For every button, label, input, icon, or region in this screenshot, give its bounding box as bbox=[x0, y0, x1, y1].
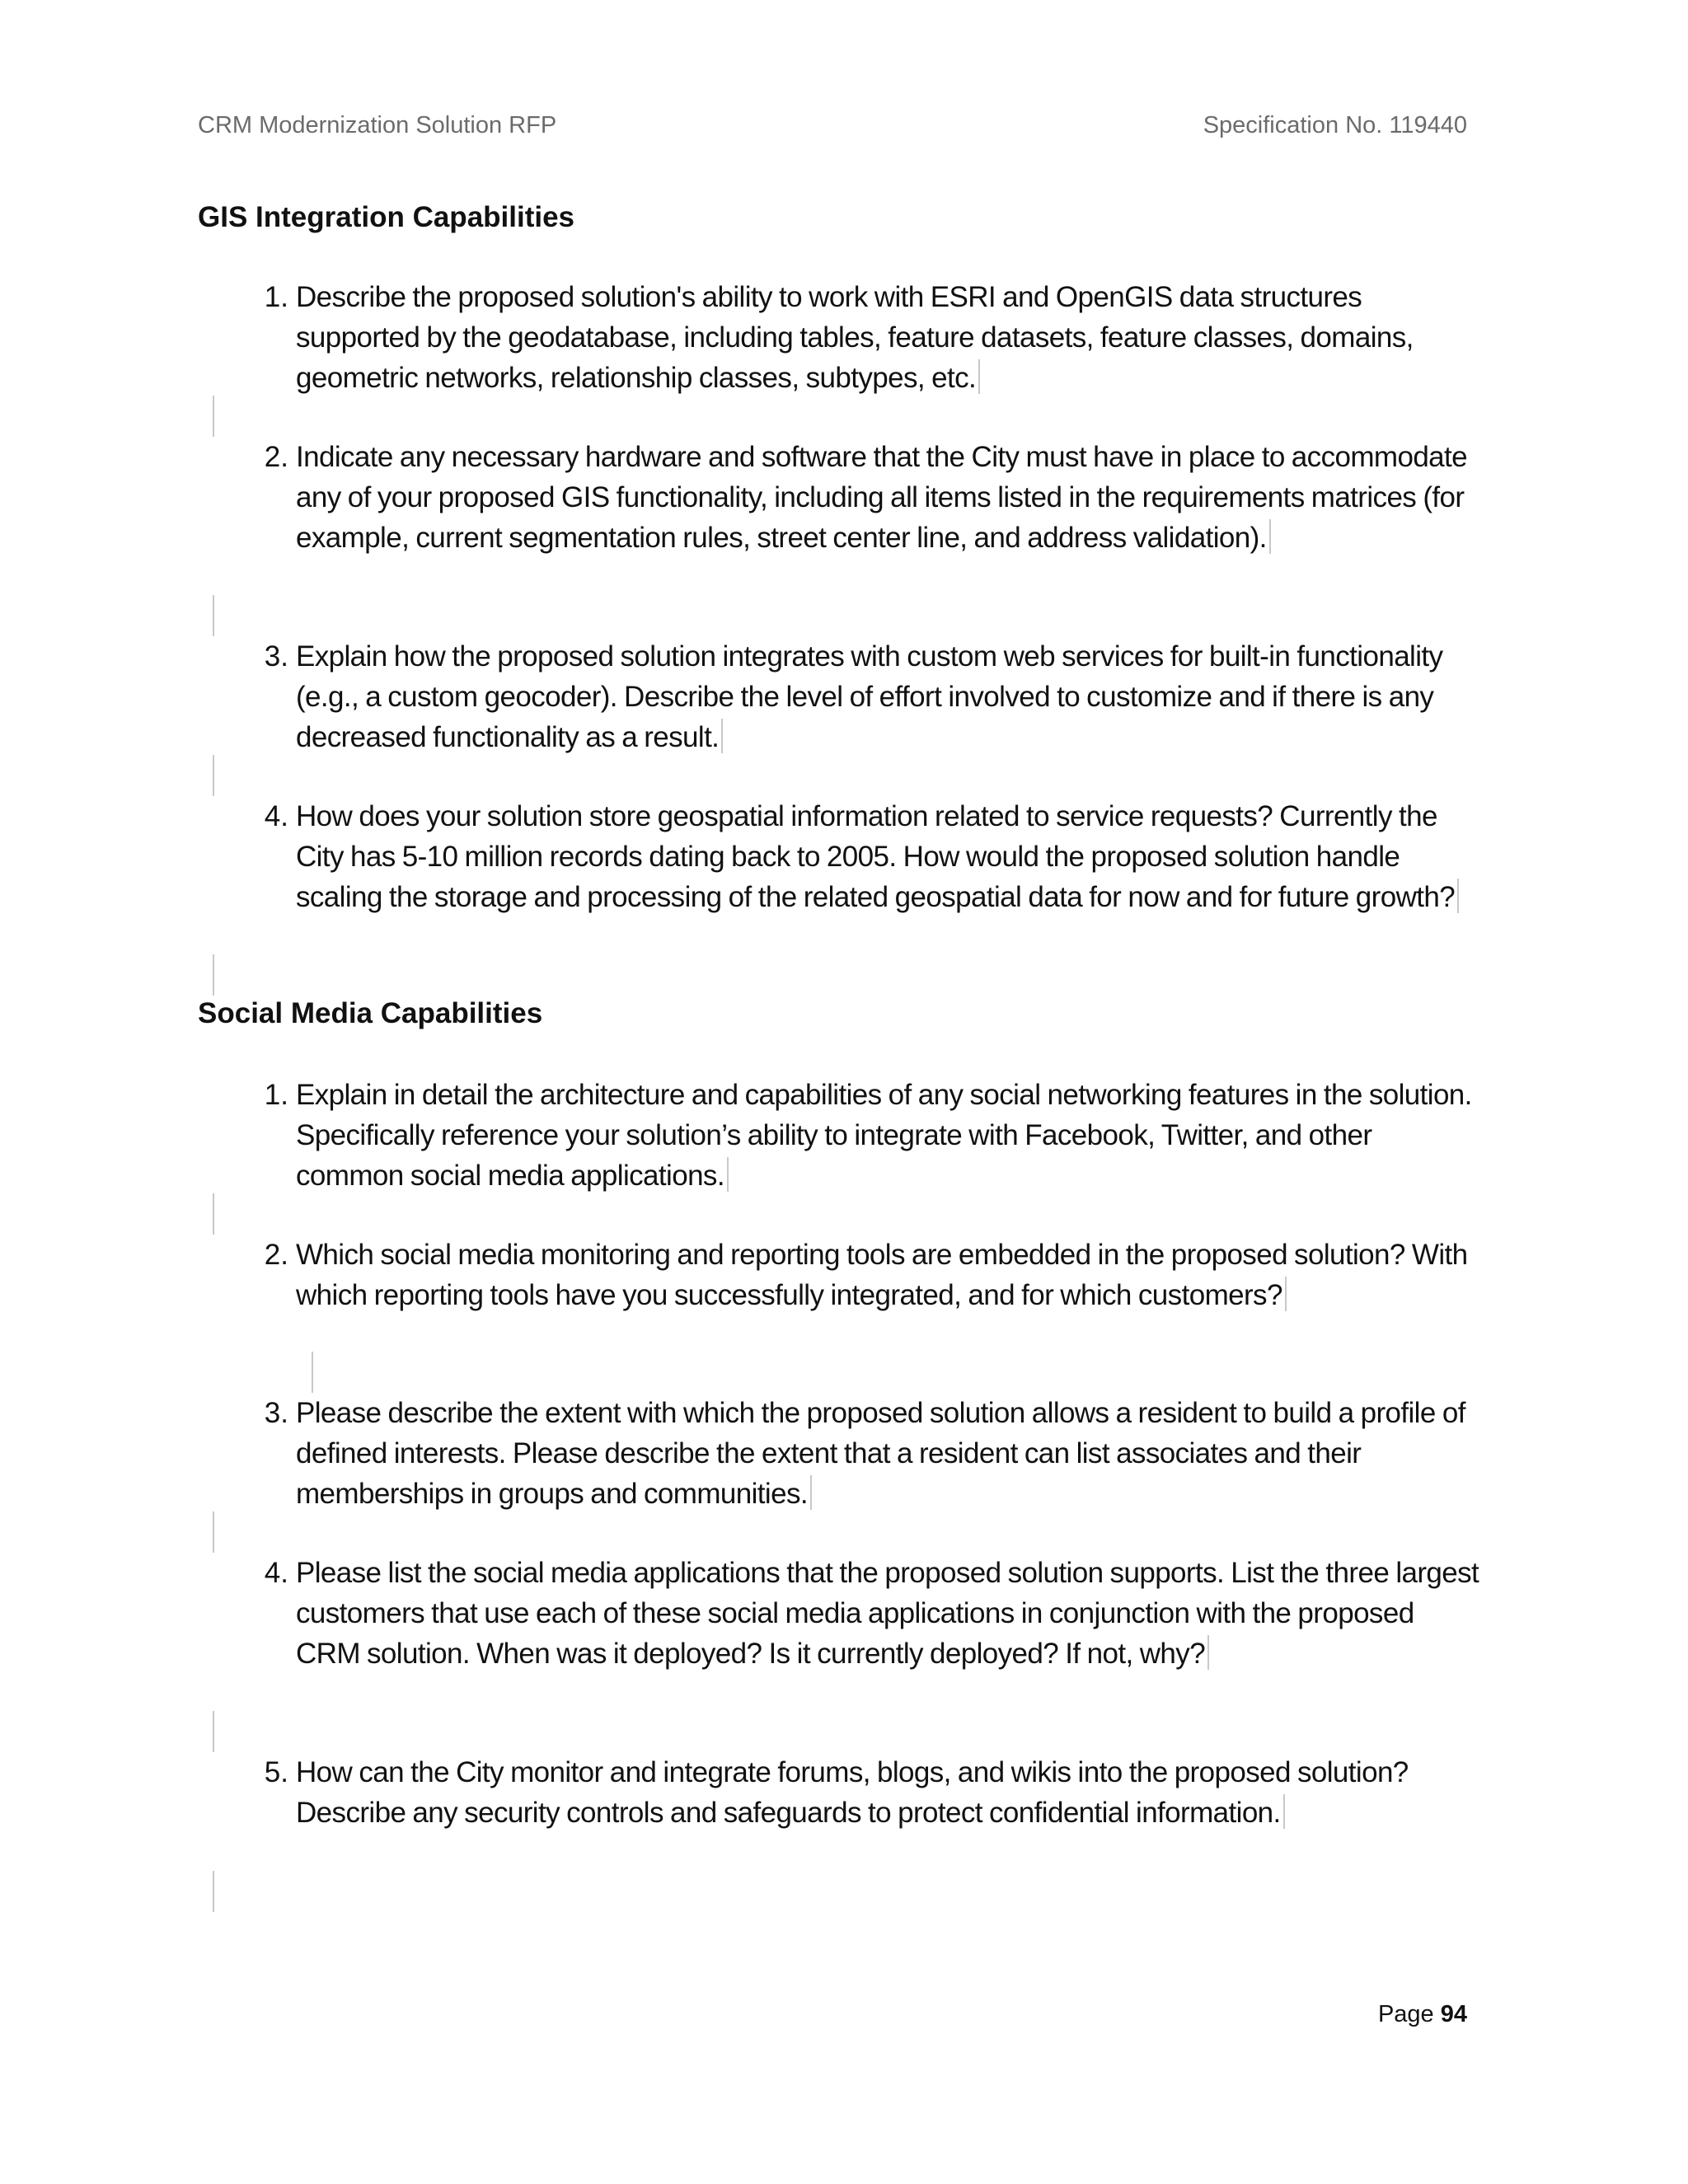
section-title-gis: GIS Integration Capabilities bbox=[198, 201, 575, 233]
list-item-number: 5. bbox=[264, 1756, 288, 1788]
revision-mark bbox=[1285, 1277, 1287, 1311]
list-item-number: 2. bbox=[264, 441, 288, 473]
list-item-number: 4. bbox=[264, 1557, 288, 1589]
revision-mark bbox=[213, 755, 214, 796]
revision-mark bbox=[1283, 1794, 1285, 1829]
revision-mark bbox=[312, 1352, 313, 1393]
revision-mark bbox=[727, 1157, 729, 1192]
list-item-text: Explain in detail the architecture and capabilities of any social networking features in the solution. Specifically reference your solution’s ability to integrate with Facebook, Twitter, and other common social media applications. bbox=[296, 1079, 1472, 1192]
list-item-number: 2. bbox=[264, 1239, 288, 1271]
section-title-social-media: Social Media Capabilities bbox=[198, 997, 543, 1029]
revision-mark bbox=[721, 719, 723, 753]
revision-mark bbox=[213, 1511, 214, 1553]
revision-mark bbox=[213, 1193, 214, 1235]
header-specification-number: Specification No. 119440 bbox=[1203, 112, 1467, 138]
page-label: Page bbox=[1377, 2001, 1434, 2027]
list-item-number: 3. bbox=[264, 640, 288, 673]
page-number-footer bbox=[1378, 1998, 1467, 2031]
revision-mark bbox=[213, 595, 214, 636]
revision-mark bbox=[1269, 519, 1271, 554]
revision-mark bbox=[810, 1475, 812, 1510]
revision-mark bbox=[213, 1711, 214, 1752]
list-item-number: 4. bbox=[264, 800, 288, 832]
list-item-text: Explain how the proposed solution integrates with custom web services for built-in functionality (e.g., a custom geocoder). Describe the level of effort involved to customize and if there is any decreased functionality as a result. bbox=[296, 640, 1443, 753]
list-item-text: Indicate any necessary hardware and software that the City must have in place to accommodate any of your proposed GIS functionality, including all items listed in the requirements matrices (for example, current segmentation rules, street center line, and address validation). bbox=[296, 441, 1468, 554]
revision-mark bbox=[213, 396, 214, 437]
list-item-text: How can the City monitor and integrate forums, blogs, and wikis into the proposed solution? Describe any security controls and safeguards to protect confidential information. bbox=[296, 1756, 1409, 1829]
list-item-number: 1. bbox=[264, 1079, 288, 1111]
list-item-text: Please describe the extent with which the proposed solution allows a resident to build a profile of defined interests. Please describe the extent that a resident can list associates and their memberships in groups and communities. bbox=[296, 1397, 1465, 1510]
revision-mark bbox=[1457, 879, 1459, 913]
revision-mark bbox=[978, 359, 980, 394]
page-number: 94 bbox=[1440, 2001, 1467, 2027]
revision-mark bbox=[213, 1871, 214, 1912]
list-item-number: 3. bbox=[264, 1397, 288, 1429]
list-item-text: How does your solution store geospatial information related to service requests? Currently the City has 5-10 million records dating back to 2005. How would the proposed solution handle scaling the storage and processing of the related geospatial data for now and for future growth? bbox=[296, 796, 1483, 917]
list-item-text: Which social media monitoring and reporting tools are embedded in the proposed solution? With which reporting tools have you successfully integrated, and for which customers? bbox=[296, 1239, 1468, 1311]
list-item-text: Describe the proposed solution's ability to work with ESRI and OpenGIS data structures supported by the geodatabase, including tables, feature datasets, feature classes, domains, geometric networks, relationship classes, subtypes, etc. bbox=[296, 281, 1414, 394]
revision-mark bbox=[213, 954, 214, 996]
revision-mark bbox=[1207, 1635, 1209, 1670]
list-item-number: 1. bbox=[264, 281, 288, 313]
list-item-text: Please list the social media applications that the proposed solution supports. List the three largest customers that use each of these social media applications in conjunction with the proposed CRM solution. When was it deployed? Is it currently deployed? If not, why? bbox=[296, 1557, 1479, 1670]
header-document-title: CRM Modernization Solution RFP bbox=[198, 112, 557, 138]
